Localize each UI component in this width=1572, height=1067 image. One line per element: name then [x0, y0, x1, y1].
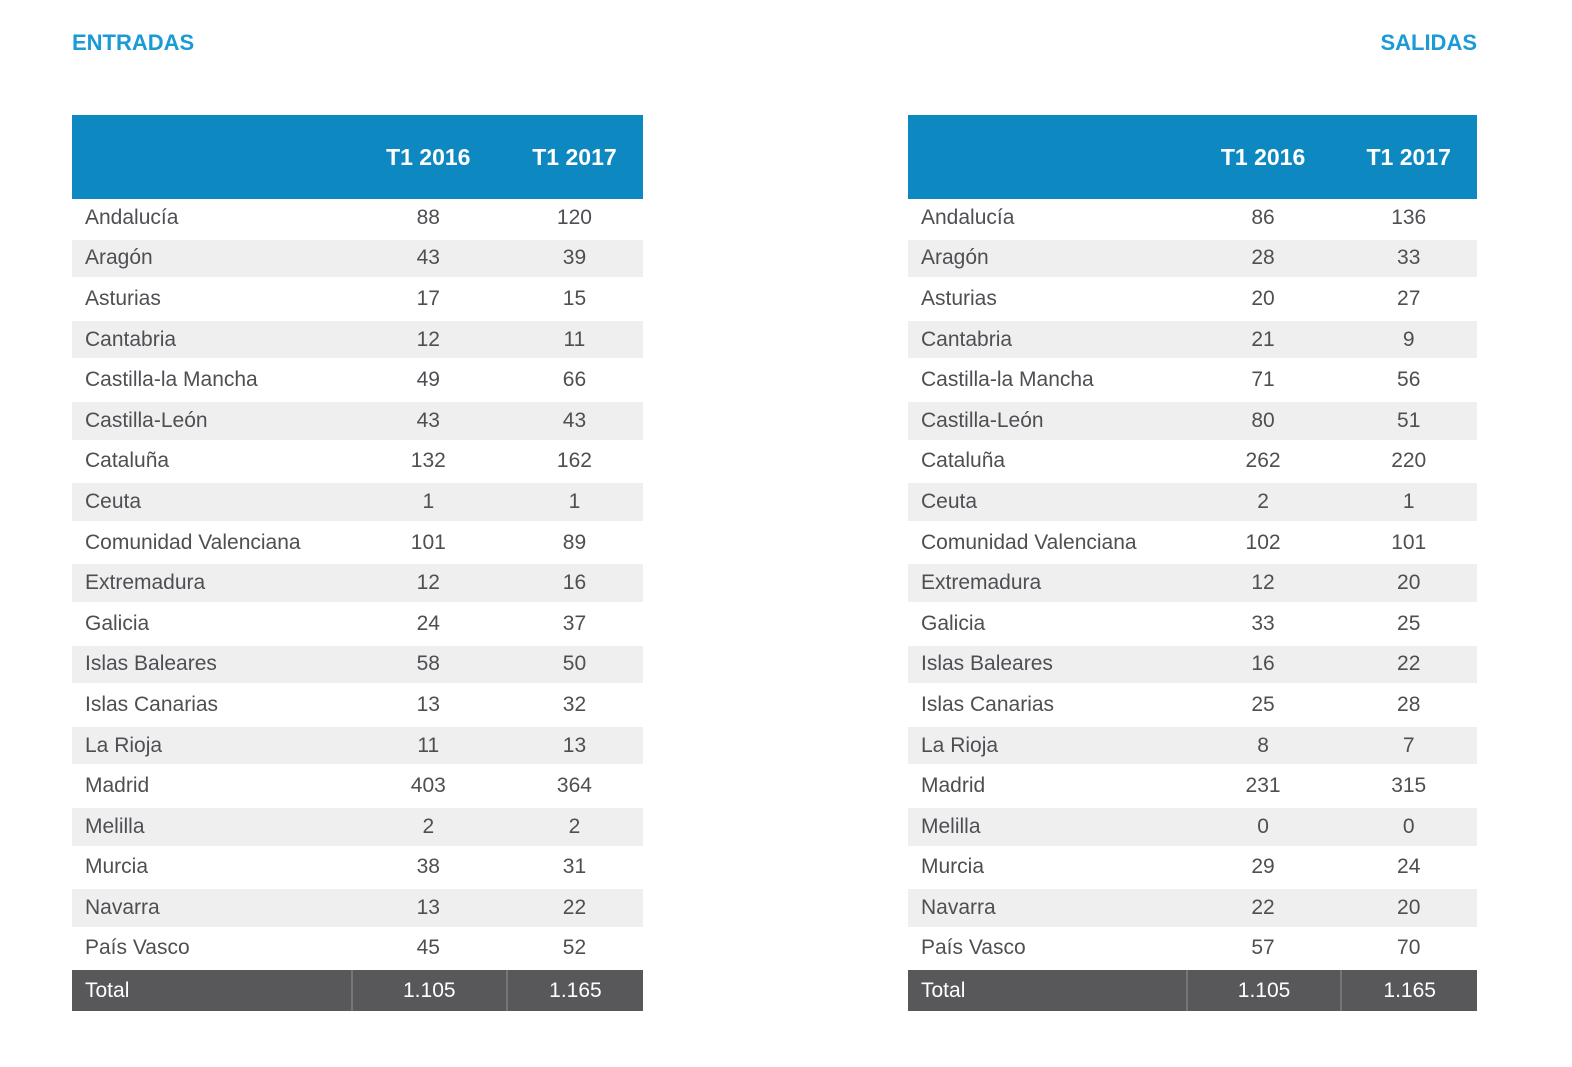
t1-2016-value: 13 [416, 895, 440, 919]
t1-2016-value: 2 [422, 814, 435, 838]
t1-2016-value: 403 [410, 774, 446, 798]
header-t1-2017: T1 2017 [1366, 143, 1451, 170]
t1-2017-value: 7 [1402, 733, 1415, 757]
region-name: Cataluña [85, 449, 170, 473]
region-name: Castilla-la Mancha [85, 368, 258, 392]
t1-2016-value: 1 [422, 489, 435, 513]
t1-2017-value: 0 [1402, 814, 1415, 838]
region-name: Asturias [85, 286, 161, 310]
region-name: Madrid [85, 774, 150, 798]
t1-2016-value: 13 [416, 692, 440, 716]
t1-2016-value: 12 [416, 571, 440, 595]
t1-2016-value: 21 [1251, 327, 1275, 351]
t1-2017-value: 43 [562, 408, 587, 432]
table-row [72, 849, 643, 890]
t1-2016-value: 88 [416, 205, 440, 229]
t1-2017-value: 16 [562, 571, 587, 595]
t1-2016-value: 28 [1251, 246, 1275, 270]
entradas-table-body [72, 199, 643, 970]
t1-2017-value: 22 [1397, 652, 1421, 676]
t1-2016-value: 33 [1251, 611, 1275, 635]
t1-2016-value: 29 [1251, 855, 1275, 879]
t1-2016-value: 11 [417, 733, 440, 757]
region-name: Andalucía [921, 205, 1015, 229]
t1-2016-value: 132 [410, 449, 446, 473]
t1-2017-value: 2 [568, 814, 581, 838]
region-name: País Vasco [85, 936, 190, 960]
table-row [72, 483, 643, 524]
t1-2017-value: 50 [562, 652, 587, 676]
table-row [72, 321, 643, 362]
table-row [908, 646, 1477, 687]
salidas-table [908, 115, 1477, 1011]
region-name: La Rioja [85, 733, 163, 757]
region-name: Islas Canarias [921, 692, 1055, 716]
table-row [908, 605, 1477, 646]
table-row [908, 767, 1477, 808]
table-row [908, 889, 1477, 930]
table-row [908, 199, 1477, 240]
salidas-table-header [908, 115, 1477, 199]
entradas-table [72, 115, 643, 1011]
t1-2017-value: 27 [1397, 286, 1421, 310]
t1-2017-value: 39 [562, 246, 587, 270]
t1-2017-value: 162 [556, 449, 592, 473]
total-t1-2016: 1.105 [1186, 970, 1341, 1011]
t1-2016-value: 43 [416, 246, 440, 270]
t1-2016-value: 25 [1251, 692, 1275, 716]
t1-2016-value: 80 [1251, 408, 1275, 432]
t1-2017-value: 32 [562, 692, 587, 716]
region-name: Murcia [921, 855, 985, 879]
table-row [72, 443, 643, 484]
total-label: Total [921, 978, 966, 1002]
region-name: Cantabria [921, 327, 1013, 351]
t1-2017-value: 89 [562, 530, 587, 554]
t1-2017-value: 1 [568, 489, 581, 513]
region-name: Asturias [921, 286, 997, 310]
t1-2017-value: 52 [562, 936, 587, 960]
t1-2016-value: 24 [416, 611, 440, 635]
header-t1-2017: T1 2017 [532, 143, 617, 170]
t1-2017-value: 220 [1391, 449, 1427, 473]
total-t1-2016: 1.105 [351, 970, 506, 1011]
t1-2016-value: 38 [416, 855, 440, 879]
t1-2017-value: 37 [562, 611, 587, 635]
t1-2017-value: 13 [562, 733, 587, 757]
t1-2016-value: 22 [1251, 895, 1275, 919]
table-row [72, 767, 643, 808]
region-name: Aragón [921, 246, 989, 270]
region-name: Castilla-León [85, 408, 208, 432]
t1-2016-value: 86 [1251, 205, 1275, 229]
table-row [72, 686, 643, 727]
table-row [908, 930, 1477, 971]
t1-2016-value: 8 [1257, 733, 1269, 757]
t1-2017-value: 120 [556, 205, 592, 229]
header-t1-2016: T1 2016 [1220, 143, 1306, 170]
t1-2016-value: 231 [1245, 774, 1281, 798]
table-row [908, 727, 1477, 768]
t1-2016-value: 16 [1251, 652, 1275, 676]
table-row [72, 402, 643, 443]
table-row [72, 889, 643, 930]
t1-2017-value: 51 [1397, 408, 1421, 432]
table-row [908, 402, 1477, 443]
t1-2017-value: 136 [1391, 205, 1427, 229]
table-row [908, 321, 1477, 362]
t1-2016-value: 102 [1245, 530, 1281, 554]
t1-2017-value: 31 [562, 855, 587, 879]
entradas-title: ENTRADAS [72, 30, 195, 55]
header-t1-2016: T1 2016 [386, 143, 471, 170]
table-row [908, 361, 1477, 402]
table-row [908, 443, 1477, 484]
t1-2017-value: 315 [1391, 774, 1427, 798]
table-row [908, 686, 1477, 727]
table-row [908, 849, 1477, 890]
t1-2017-value: 9 [1402, 327, 1415, 351]
region-name: Islas Baleares [85, 652, 217, 676]
t1-2017-value: 24 [1397, 855, 1421, 879]
table-row [72, 808, 643, 849]
table-row [72, 280, 643, 321]
t1-2017-value: 20 [1397, 895, 1421, 919]
t1-2016-value: 12 [1251, 571, 1275, 595]
table-row [72, 727, 643, 768]
t1-2017-value: 28 [1397, 692, 1421, 716]
region-name: Ceuta [85, 489, 142, 513]
region-name: Islas Baleares [921, 652, 1053, 676]
table-row [72, 361, 643, 402]
t1-2016-value: 71 [1251, 368, 1275, 392]
salidas-total-row [908, 970, 1477, 1011]
t1-2016-value: 20 [1251, 286, 1275, 310]
t1-2017-value: 33 [1397, 246, 1421, 270]
t1-2016-value: 58 [416, 652, 440, 676]
region-name: País Vasco [921, 936, 1026, 960]
t1-2017-value: 15 [562, 286, 587, 310]
region-name: Murcia [85, 855, 149, 879]
t1-2017-value: 22 [562, 895, 587, 919]
t1-2017-value: 25 [1397, 611, 1421, 635]
t1-2017-value: 56 [1397, 368, 1421, 392]
region-name: Galicia [921, 611, 986, 635]
header-region-column [72, 115, 351, 199]
table-row [908, 240, 1477, 281]
total-t1-2017: 1.165 [506, 970, 643, 1011]
t1-2016-value: 2 [1257, 489, 1269, 513]
region-name: Comunidad Valenciana [85, 530, 301, 554]
entradas-table-header [72, 115, 643, 199]
table-row [72, 524, 643, 565]
t1-2017-value: 1 [1402, 489, 1415, 513]
header-region-column [908, 115, 1186, 199]
region-name: Galicia [85, 611, 150, 635]
t1-2016-value: 12 [416, 327, 440, 351]
t1-2017-value: 70 [1397, 936, 1421, 960]
table-row [72, 240, 643, 281]
t1-2016-value: 101 [410, 530, 446, 554]
region-name: La Rioja [921, 733, 999, 757]
region-name: Castilla-León [921, 408, 1044, 432]
t1-2016-value: 43 [416, 408, 440, 432]
region-name: Melilla [85, 814, 145, 838]
table-row [72, 199, 643, 240]
region-name: Cantabria [85, 327, 177, 351]
table-row [72, 605, 643, 646]
table-row [72, 646, 643, 687]
region-name: Navarra [921, 895, 996, 919]
region-name: Melilla [921, 814, 981, 838]
t1-2017-value: 20 [1397, 571, 1421, 595]
table-row [72, 564, 643, 605]
total-label: Total [85, 978, 130, 1002]
t1-2016-value: 45 [416, 936, 440, 960]
region-name: Navarra [85, 895, 160, 919]
t1-2016-value: 0 [1257, 814, 1269, 838]
t1-2016-value: 57 [1251, 936, 1275, 960]
table-row [72, 930, 643, 971]
region-name: Andalucía [85, 205, 179, 229]
t1-2017-value: 11 [563, 327, 586, 351]
region-name: Extremadura [921, 571, 1042, 595]
salidas-panel [908, 30, 1477, 1011]
table-row [908, 808, 1477, 849]
table-row [908, 280, 1477, 321]
region-name: Madrid [921, 774, 986, 798]
t1-2017-value: 101 [1391, 530, 1427, 554]
salidas-title: SALIDAS [1380, 30, 1477, 55]
region-name: Castilla-la Mancha [921, 368, 1094, 392]
region-name: Ceuta [921, 489, 978, 513]
entradas-total-row [72, 970, 643, 1011]
table-row [908, 564, 1477, 605]
region-name: Comunidad Valenciana [921, 530, 1137, 554]
table-row [908, 483, 1477, 524]
t1-2017-value: 66 [562, 368, 587, 392]
t1-2016-value: 49 [416, 368, 440, 392]
t1-2016-value: 262 [1245, 449, 1281, 473]
region-name: Cataluña [921, 449, 1006, 473]
table-row [908, 524, 1477, 565]
t1-2016-value: 17 [416, 286, 440, 310]
region-name: Extremadura [85, 571, 206, 595]
region-name: Islas Canarias [85, 692, 219, 716]
salidas-table-body [908, 199, 1477, 970]
region-name: Aragón [85, 246, 153, 270]
t1-2017-value: 364 [556, 774, 592, 798]
entradas-panel [72, 30, 643, 1011]
total-t1-2017: 1.165 [1340, 970, 1477, 1011]
